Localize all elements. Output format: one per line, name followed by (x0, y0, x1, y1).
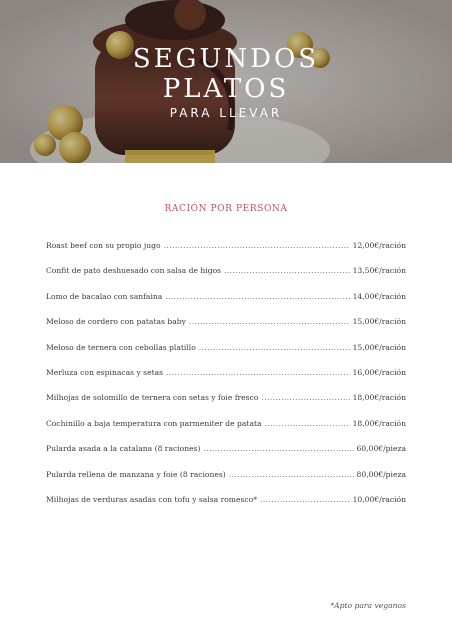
menu-item-price: 18,00€/ración (352, 393, 406, 403)
dot-leader (203, 444, 353, 453)
menu-item-name: Pularda rellena de manzana y foie (8 raciones) (46, 469, 226, 479)
menu-item (46, 343, 406, 368)
menu-item (46, 241, 406, 266)
menu-item (46, 368, 406, 393)
menu-item-name: Cochinillo a baja temperatura con parmeniter de patata (46, 418, 262, 428)
menu-item-name: Pularda asada a la catalana (8 raciones) (46, 444, 201, 454)
footnote: *Apto para veganos (330, 601, 406, 610)
page-subtitle: PARA LLEVAR (169, 106, 283, 120)
dot-leader (199, 343, 350, 352)
section-heading: RACIÓN POR PERSONA (164, 204, 288, 214)
dot-leader (224, 266, 350, 275)
menu-item (46, 495, 406, 520)
menu-item (46, 292, 406, 317)
dot-leader (260, 495, 350, 504)
menu-item-price: 60,00€/pieza (356, 444, 406, 454)
menu-item (46, 317, 406, 342)
menu-item (46, 393, 406, 418)
menu-item-name: Merluza con espinacas y setas (46, 367, 164, 377)
dot-leader (166, 368, 350, 377)
header-food-photo (0, 0, 452, 163)
menu-item-price: 16,00€/ración (352, 367, 406, 377)
menu-list (46, 241, 406, 520)
menu-item (46, 444, 406, 469)
menu-item-price: 18,00€/ración (352, 418, 406, 428)
dot-leader (229, 470, 354, 479)
menu-item (46, 470, 406, 495)
dot-leader (164, 241, 350, 250)
menu-item-price: 14,00€/ración (352, 291, 406, 301)
menu-item-name: Confit de pato deshuesado con salsa de higos (46, 266, 222, 276)
menu-item-name: Meloso de ternera con cebollas platillo (46, 342, 196, 352)
menu-item-name: Milhojas de solomillo de ternera con setas y foie fresco (46, 393, 259, 403)
menu-item-name: Lomo de bacalao con sanfaina (46, 291, 163, 301)
dot-leader (189, 317, 350, 326)
menu-item-name: Roast beef con su propio jugo (46, 241, 161, 250)
dot-leader (261, 393, 349, 402)
menu-item-price: 15,00€/ración (352, 342, 406, 352)
menu-item (46, 419, 406, 444)
menu-item-name: Milhojas de verduras asadas con tofu y salsa romesco* (46, 494, 258, 504)
dot-leader (165, 292, 349, 301)
dot-leader (265, 419, 350, 428)
menu-item (46, 266, 406, 291)
menu-item-name: Meloso de cordero con patatas baby (46, 317, 186, 327)
page-title-line2: PLATOS (162, 74, 290, 104)
menu-item-price: 80,00€/pieza (356, 469, 406, 479)
menu-item-price: 13,50€/ración (352, 266, 406, 276)
page-title-line1: SEGUNDOS (132, 44, 320, 74)
menu-item-price: 15,00€/ración (352, 317, 406, 327)
menu-item-price: 10,00€/ración (352, 494, 406, 504)
menu-item-price: 12,00€/ración (352, 241, 406, 250)
